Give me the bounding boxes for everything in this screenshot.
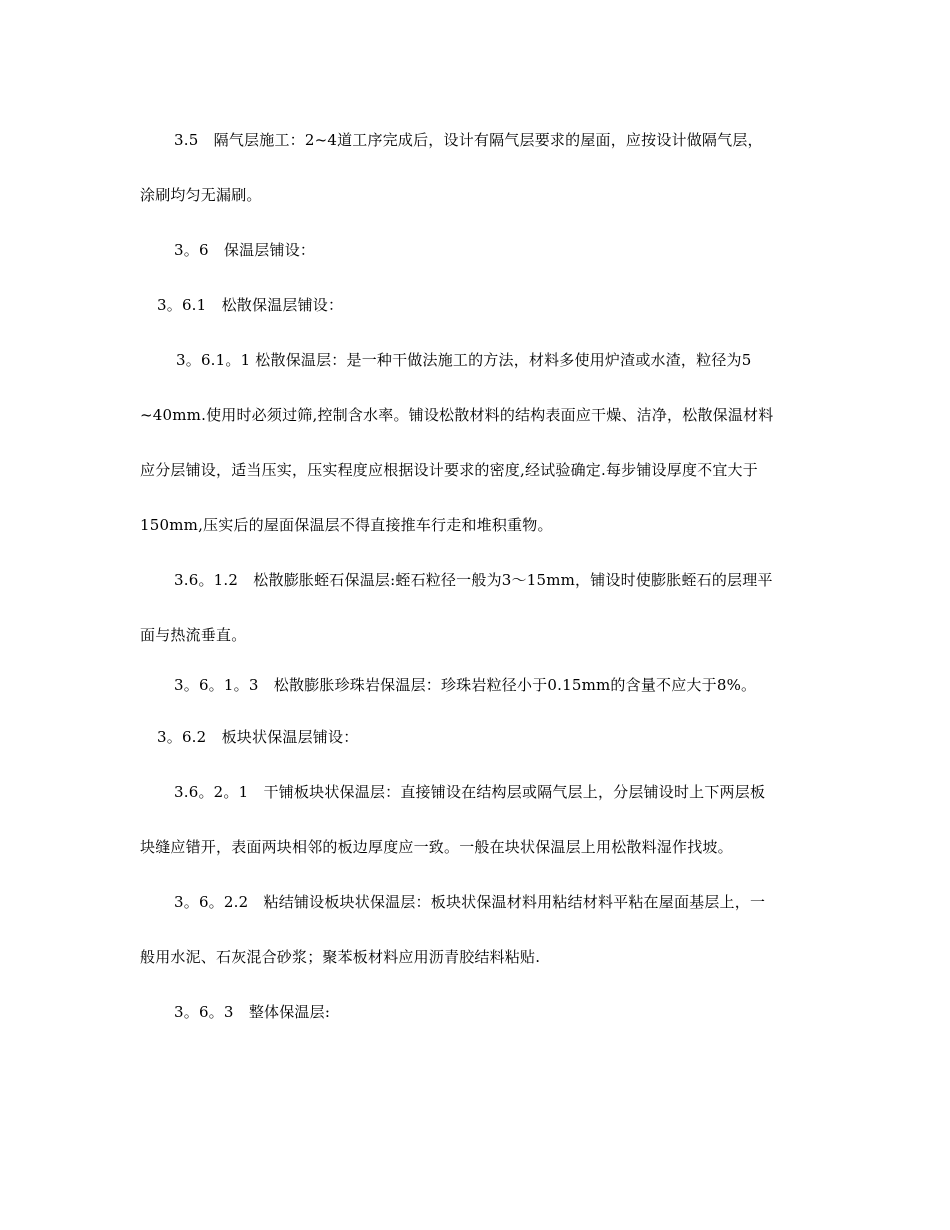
paragraph-3-6-1-2-line-2: 面与热流垂直。 bbox=[140, 626, 247, 644]
paragraph-3-6-2-1-line-1: 3.6。2。1 干铺板块状保温层：直接铺设在结构层或隔气层上，分层铺设时上下两层板 bbox=[174, 783, 766, 801]
paragraph-3-5-line-2: 涂刷均匀无漏刷。 bbox=[140, 186, 262, 204]
paragraph-3-6-2-2-line-1: 3。6。2.2 粘结铺设板块状保温层：板块状保温材料用粘结材料平粘在屋面基层上，一 bbox=[174, 893, 766, 911]
paragraph-3-6-2-2-line-2: 般用水泥、石灰混合砂浆；聚苯板材料应用沥青胶结料粘贴. bbox=[140, 948, 541, 966]
paragraph-3-5-line-1: 3.5 隔气层施工：2~4道工序完成后，设计有隔气层要求的屋面，应按设计做隔气层， bbox=[174, 131, 763, 149]
paragraph-3-6-1-2-line-1: 3.6。1.2 松散膨胀蛭石保温层:蛭石粒径一般为3～15mm，铺设时使膨胀蛭石的层理平 bbox=[174, 571, 773, 589]
paragraph-3-6-1-1-line-1: 3。6.1。1 松散保温层：是一种干做法施工的方法，材料多使用炉渣或水渣，粒径为5 bbox=[176, 351, 752, 369]
heading-3-6-1: 3。6.1 松散保温层铺设： bbox=[157, 296, 344, 314]
paragraph-3-6-1-3: 3。6。1。3 松散膨胀珍珠岩保温层：珍珠岩粒径小于0.15mm的含量不应大于8%。 bbox=[174, 676, 757, 694]
paragraph-3-6-1-1-line-3: 应分层铺设，适当压实，压实程度应根据设计要求的密度,经试验确定.每步铺设厚度不宜大于 bbox=[140, 461, 758, 479]
paragraph-3-6-2-1-line-2: 块缝应错开，表面两块相邻的板边厚度应一致。一般在块状保温层上用松散料湿作找坡。 bbox=[140, 838, 733, 856]
heading-3-6-2: 3。6.2 板块状保温层铺设： bbox=[157, 728, 359, 746]
heading-3-6: 3。6 保温层铺设： bbox=[174, 241, 316, 259]
heading-3-6-3: 3。6。3 整体保温层: bbox=[174, 1003, 331, 1021]
paragraph-3-6-1-1-line-2: ~40mm.使用时必须过筛,控制含水率。铺设松散材料的结构表面应干燥、洁净，松散保温材料 bbox=[140, 406, 774, 424]
paragraph-3-6-1-1-line-4: 150mm,压实后的屋面保温层不得直接推车行走和堆积重物。 bbox=[140, 516, 553, 534]
